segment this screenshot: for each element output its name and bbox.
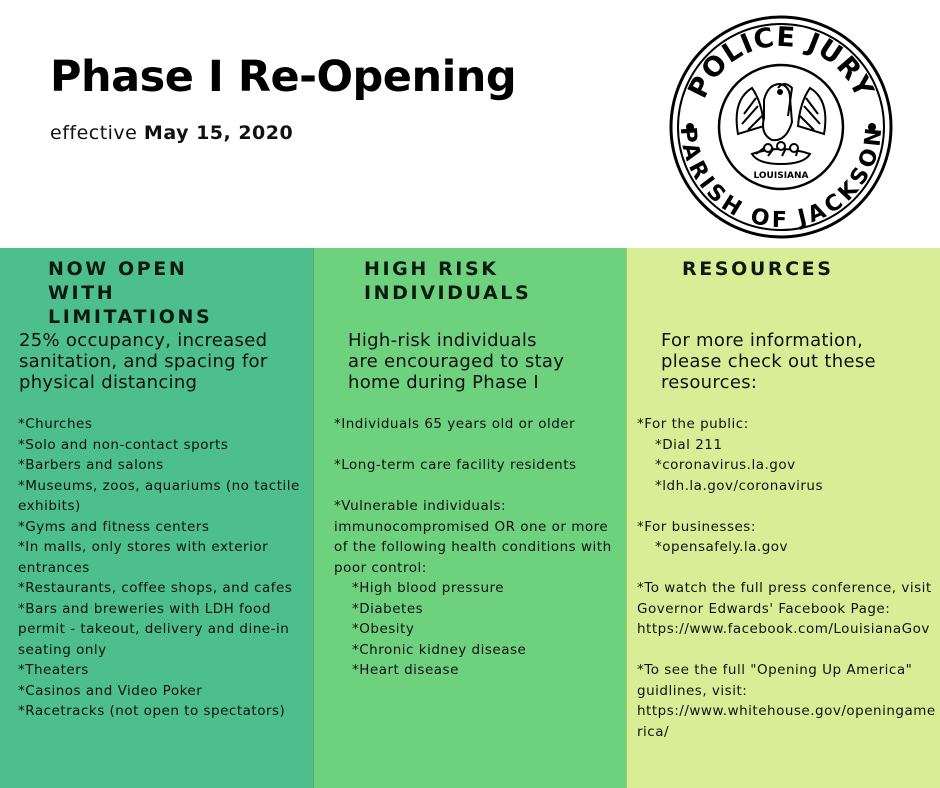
police-jury-seal-logo — [668, 14, 894, 240]
resource-link-opensafely[interactable]: *opensafely.la.gov — [655, 539, 789, 555]
condition-item: *Heart disease — [352, 662, 459, 678]
column-intro-now-open: 25% occupancy, increased sanitation, and spacing for physical distancing — [19, 330, 268, 393]
condition-item: *High blood pressure — [352, 580, 505, 596]
list-spacer — [334, 435, 624, 456]
high-risk-list — [334, 414, 624, 681]
list-item: *Barbers and salons — [18, 457, 164, 473]
column-intro-high-risk: High-risk individuals are encouraged to stay home during Phase I — [348, 330, 565, 393]
condition-item: *Obesity — [352, 621, 415, 637]
list-item: *Theaters — [18, 662, 89, 678]
list-item: *Racetracks (not open to spectators) — [18, 703, 286, 719]
public-resources-label: *For the public: — [637, 416, 749, 432]
page-title: Phase I Re-Opening — [50, 52, 517, 102]
column-title-high-risk: HIGH RISK INDIVIDUALS — [364, 258, 532, 304]
facebook-link[interactable]: https://www.facebook.com/LouisianaGov — [637, 621, 930, 637]
list-spacer — [637, 640, 937, 661]
column-high-risk — [313, 248, 626, 788]
header — [0, 0, 940, 248]
seal-top-text: POLICE JURY — [682, 21, 880, 104]
resource-link-ldh[interactable]: *ldh.la.gov/coronavirus — [655, 477, 824, 494]
column-now-open — [0, 248, 313, 788]
list-item: *Gyms and fitness centers — [18, 518, 210, 535]
effective-label: effective — [50, 122, 138, 144]
column-title-now-open: NOW OPEN WITH LIMITATIONS — [48, 258, 213, 328]
resource-link-coronavirus[interactable]: *coronavirus.la.gov — [655, 457, 796, 473]
list-item: *Casinos and Video Poker — [18, 682, 203, 699]
list-item: *Individuals 65 years old or older — [334, 416, 576, 432]
open-venues-list — [18, 414, 310, 722]
list-spacer — [637, 558, 937, 579]
effective-date — [50, 122, 293, 144]
list-item: *Long-term care facility residents — [334, 457, 577, 473]
press-conference-text: *To watch the full press conference, visit Governor Edwards' Facebook Page: — [637, 580, 932, 617]
list-item: *Restaurants, coffee shops, and cafes — [18, 580, 293, 596]
list-item: *Bars and breweries with LDH food permit - takeout, delivery and dine-in seating only — [18, 600, 290, 658]
list-spacer — [334, 476, 624, 497]
seal-bottom-text: PARISH OF JACKSON — [674, 125, 888, 234]
list-item: *Churches — [18, 416, 93, 432]
business-resources-label: *For businesses: — [637, 518, 756, 535]
resource-dial-211: *Dial 211 — [655, 436, 723, 453]
list-item: *Solo and non-contact sports — [18, 436, 229, 453]
effective-date-value: May 15, 2020 — [143, 122, 294, 144]
condition-item: *Diabetes — [352, 600, 424, 617]
column-title-resources: RESOURCES — [682, 258, 834, 280]
guidelines-text: *To see the full "Opening Up America" guidlines, visit: — [637, 662, 913, 699]
column-intro-resources: For more information, please check out these resources: — [661, 330, 876, 393]
resources-list — [637, 414, 937, 742]
whitehouse-link[interactable]: https://www.whitehouse.gov/openingamerica/ — [637, 703, 936, 740]
column-resources — [626, 248, 940, 788]
list-item: *Vulnerable individuals: immunocompromised OR one or more of the following health conditions with poor control: — [334, 498, 612, 576]
list-item: *In malls, only stores with exterior entrances — [18, 539, 269, 576]
list-item: *Museums, zoos, aquariums (no tactile exhibits) — [18, 477, 300, 514]
condition-item: *Chronic kidney disease — [352, 641, 527, 658]
seal-inner-text: LOUISIANA — [753, 171, 809, 181]
list-spacer — [637, 496, 937, 517]
